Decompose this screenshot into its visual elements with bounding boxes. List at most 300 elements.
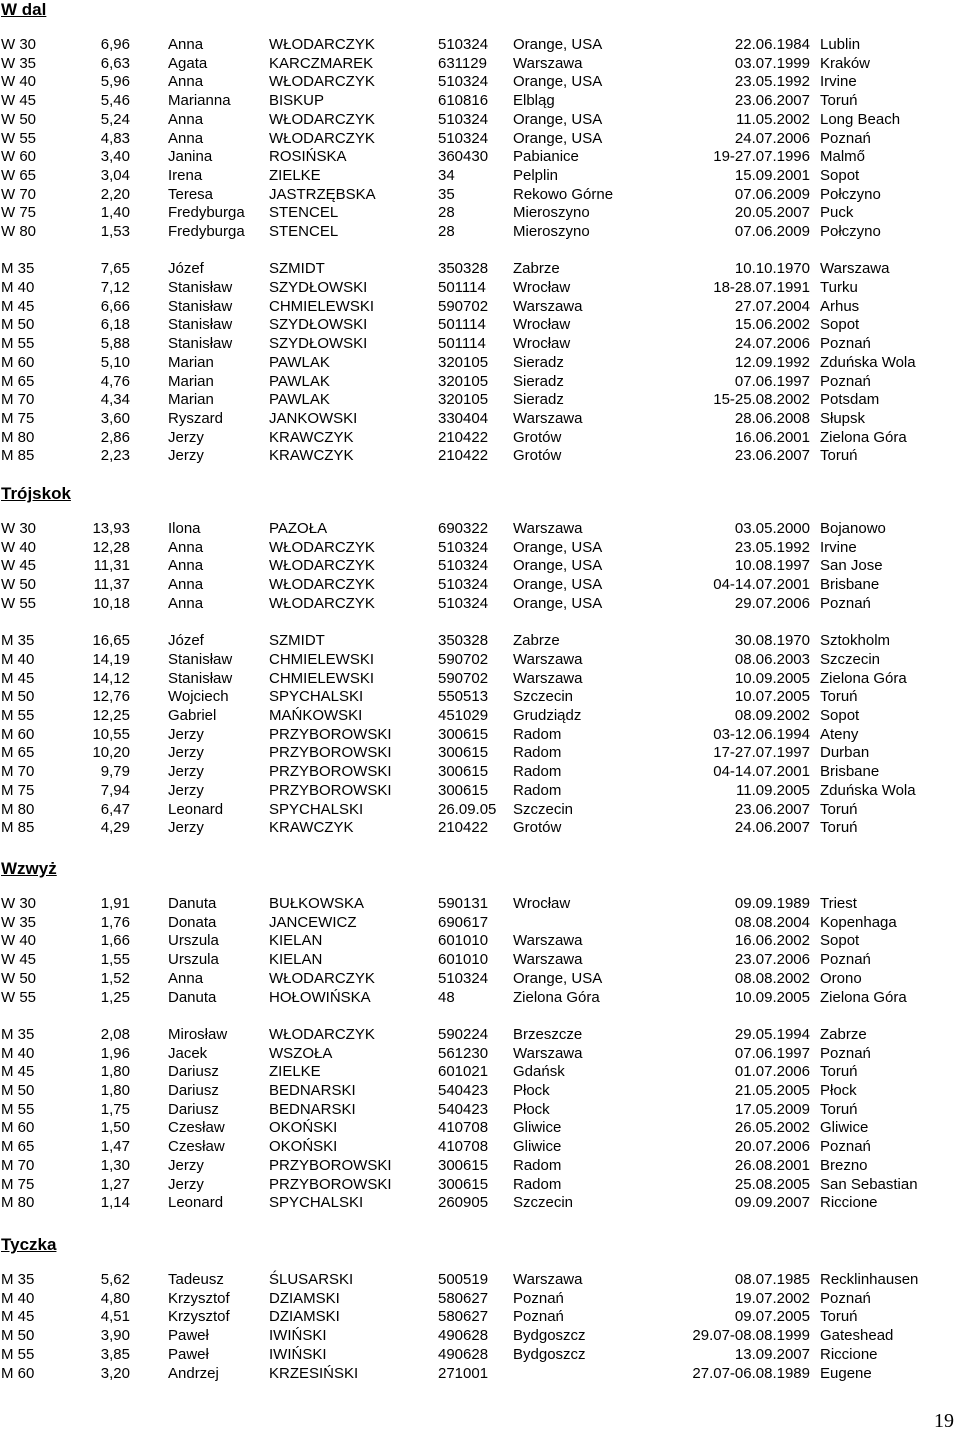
- cell-first-name: Janina: [168, 148, 213, 165]
- cell-result: 1,30: [100, 1157, 130, 1174]
- cell-birth: 550513: [438, 688, 489, 705]
- cell-club: Elbląg: [513, 92, 555, 109]
- cell-club: Warszawa: [513, 55, 583, 72]
- cell-last-name: KRAWCZYK: [269, 819, 354, 836]
- cell-first-name: Anna: [168, 557, 204, 574]
- cell-place: Lublin: [820, 36, 861, 53]
- cell-place: Durban: [820, 744, 870, 761]
- cell-club: Radom: [513, 744, 562, 761]
- cell-place: Sopot: [820, 707, 860, 724]
- cell-place: Sopot: [820, 316, 860, 333]
- cell-club: Radom: [513, 763, 562, 780]
- cell-last-name: DZIAMSKI: [269, 1308, 340, 1325]
- cell-last-name: WŁODARCZYK: [269, 970, 375, 987]
- cell-place: Sopot: [820, 167, 860, 184]
- record-row: [0, 1157, 960, 1175]
- cell-date: 23.05.1992: [734, 539, 810, 556]
- cell-birth: 320105: [438, 354, 489, 371]
- cell-last-name: CHMIELEWSKI: [269, 670, 375, 687]
- cell-last-name: KARCZMAREK: [269, 55, 374, 72]
- cell-first-name: Ryszard: [168, 410, 224, 427]
- cell-first-name: Józef: [168, 632, 204, 649]
- cell-club: Radom: [513, 1176, 562, 1193]
- cell-birth: 300615: [438, 744, 489, 761]
- record-row: [0, 932, 960, 950]
- cell-first-name: Anna: [168, 111, 204, 128]
- cell-first-name: Donata: [168, 914, 217, 931]
- cell-category: M 75: [1, 1176, 35, 1193]
- cell-category: W 30: [1, 36, 37, 53]
- cell-first-name: Jerzy: [168, 1157, 204, 1174]
- cell-result: 1,14: [100, 1194, 130, 1211]
- record-row: [0, 1138, 960, 1156]
- cell-club: Gdańsk: [513, 1063, 565, 1080]
- cell-result: 7,12: [100, 279, 130, 296]
- record-row: [0, 595, 960, 613]
- cell-result: 6,18: [100, 316, 130, 333]
- cell-last-name: BISKUP: [269, 92, 325, 109]
- cell-first-name: Irena: [168, 167, 203, 184]
- cell-place: Orono: [820, 970, 862, 987]
- cell-date: 10.08.1997: [734, 557, 810, 574]
- record-row: [0, 260, 960, 278]
- cell-date: 26.05.2002: [734, 1119, 810, 1136]
- cell-result: 10,55: [92, 726, 130, 743]
- cell-place: Puck: [820, 204, 854, 221]
- cell-club: Grotów: [513, 429, 562, 446]
- cell-first-name: Józef: [168, 260, 204, 277]
- cell-place: Poznań: [820, 130, 871, 147]
- cell-category: M 50: [1, 1082, 35, 1099]
- cell-club: Wrocław: [513, 279, 571, 296]
- cell-birth: 451029: [438, 707, 489, 724]
- cell-birth: 510324: [438, 130, 489, 147]
- cell-date: 25.08.2005: [734, 1176, 810, 1193]
- cell-last-name: SPYCHALSKI: [269, 1194, 364, 1211]
- cell-first-name: Ilona: [168, 520, 201, 537]
- cell-result: 1,80: [100, 1082, 130, 1099]
- record-row: [0, 36, 960, 54]
- cell-birth: 300615: [438, 782, 489, 799]
- cell-club: Orange, USA: [513, 595, 603, 612]
- cell-club: Radom: [513, 1157, 562, 1174]
- cell-first-name: Leonard: [168, 801, 224, 818]
- cell-club: Sieradz: [513, 391, 564, 408]
- cell-result: 1,47: [100, 1138, 130, 1155]
- cell-place: San Jose: [820, 557, 883, 574]
- cell-result: 5,46: [100, 92, 130, 109]
- cell-date: 16.06.2001: [734, 429, 810, 446]
- cell-birth: 610816: [438, 92, 489, 109]
- cell-date: 15.09.2001: [734, 167, 810, 184]
- cell-result: 13,93: [92, 520, 130, 537]
- cell-birth: 580627: [438, 1308, 489, 1325]
- cell-result: 7,94: [100, 782, 130, 799]
- cell-last-name: KRAWCZYK: [269, 429, 354, 446]
- cell-result: 3,40: [100, 148, 130, 165]
- cell-birth: 601010: [438, 932, 489, 949]
- cell-category: W 55: [1, 130, 37, 147]
- cell-last-name: WŁODARCZYK: [269, 73, 375, 90]
- cell-last-name: SZMIDT: [269, 632, 325, 649]
- cell-place: Malmő: [820, 148, 866, 165]
- cell-birth: 28: [438, 223, 455, 240]
- cell-birth: 510324: [438, 539, 489, 556]
- cell-result: 14,12: [92, 670, 130, 687]
- cell-date: 23.06.2007: [734, 801, 810, 818]
- cell-result: 1,50: [100, 1119, 130, 1136]
- record-row: [0, 1290, 960, 1308]
- cell-birth: 210422: [438, 429, 489, 446]
- cell-last-name: SPYCHALSKI: [269, 801, 364, 818]
- record-row: [0, 1194, 960, 1212]
- cell-result: 1,27: [100, 1176, 130, 1193]
- cell-first-name: Urszula: [168, 951, 219, 968]
- section-heading: Tyczka: [1, 1235, 57, 1254]
- cell-birth: 540423: [438, 1082, 489, 1099]
- cell-category: M 60: [1, 726, 35, 743]
- cell-last-name: WŁODARCZYK: [269, 539, 375, 556]
- cell-first-name: Marian: [168, 373, 214, 390]
- cell-category: W 35: [1, 55, 37, 72]
- record-row: [0, 148, 960, 166]
- cell-first-name: Jerzy: [168, 782, 204, 799]
- cell-last-name: DZIAMSKI: [269, 1290, 340, 1307]
- cell-result: 5,10: [100, 354, 130, 371]
- cell-place: Poznań: [820, 595, 871, 612]
- cell-place: Kopenhaga: [820, 914, 897, 931]
- cell-date: 29.05.1994: [734, 1026, 810, 1043]
- cell-club: Wrocław: [513, 335, 571, 352]
- cell-first-name: Dariusz: [168, 1082, 219, 1099]
- cell-date: 23.06.2007: [734, 447, 810, 464]
- cell-result: 1,66: [100, 932, 130, 949]
- cell-place: Arhus: [820, 298, 860, 315]
- section-heading: W dal: [1, 0, 47, 19]
- cell-category: W 35: [1, 914, 37, 931]
- cell-result: 4,29: [100, 819, 130, 836]
- cell-first-name: Stanisław: [168, 298, 233, 315]
- cell-result: 5,62: [100, 1271, 130, 1288]
- record-row: [0, 801, 960, 819]
- cell-last-name: PAWLAK: [269, 391, 330, 408]
- cell-club: Warszawa: [513, 951, 583, 968]
- cell-first-name: Danuta: [168, 989, 217, 1006]
- cell-category: M 55: [1, 1346, 35, 1363]
- cell-date: 10.09.2005: [734, 989, 810, 1006]
- cell-club: Wrocław: [513, 895, 571, 912]
- cell-club: Szczecin: [513, 1194, 574, 1211]
- cell-last-name: WŁODARCZYK: [269, 595, 375, 612]
- cell-place: Long Beach: [820, 111, 901, 128]
- cell-result: 4,34: [100, 391, 130, 408]
- record-row: [0, 1082, 960, 1100]
- cell-date: 12.09.1992: [734, 354, 810, 371]
- cell-date: 10.07.2005: [734, 688, 810, 705]
- cell-birth: 631129: [438, 55, 487, 72]
- cell-birth: 260905: [438, 1194, 489, 1211]
- cell-birth: 510324: [438, 111, 489, 128]
- cell-result: 14,19: [92, 651, 130, 668]
- cell-birth: 410708: [438, 1138, 489, 1155]
- record-row: [0, 223, 960, 241]
- cell-date: 29.07-08.08.1999: [692, 1327, 810, 1344]
- cell-result: 3,20: [100, 1365, 130, 1382]
- cell-last-name: ŚLUSARSKI: [269, 1271, 354, 1288]
- cell-last-name: PRZYBOROWSKI: [269, 1157, 392, 1174]
- cell-club: Bydgoszcz: [513, 1346, 586, 1363]
- cell-result: 5,96: [100, 73, 130, 90]
- record-row: [0, 1063, 960, 1081]
- cell-last-name: JANKOWSKI: [269, 410, 358, 427]
- cell-club: Wrocław: [513, 316, 571, 333]
- cell-club: Pelplin: [513, 167, 559, 184]
- cell-first-name: Jerzy: [168, 744, 204, 761]
- cell-place: Warszawa: [820, 260, 890, 277]
- cell-last-name: JASTRZĘBSKA: [269, 186, 376, 203]
- cell-result: 5,88: [100, 335, 130, 352]
- cell-club: Radom: [513, 726, 562, 743]
- cell-first-name: Stanisław: [168, 279, 233, 296]
- cell-date: 11.05.2002: [736, 111, 810, 128]
- cell-last-name: ZIELKE: [269, 1063, 321, 1080]
- cell-date: 08.09.2002: [734, 707, 810, 724]
- section-heading: Trójskok: [1, 484, 71, 503]
- cell-birth: 490628: [438, 1346, 489, 1363]
- record-row: [0, 576, 960, 594]
- cell-birth: 350328: [438, 632, 489, 649]
- cell-date: 24.06.2007: [734, 819, 810, 836]
- cell-first-name: Danuta: [168, 895, 217, 912]
- cell-category: M 75: [1, 410, 35, 427]
- cell-club: Sieradz: [513, 354, 564, 371]
- cell-first-name: Jerzy: [168, 1176, 204, 1193]
- cell-birth: 300615: [438, 1157, 489, 1174]
- cell-place: Poznań: [820, 951, 871, 968]
- record-row: [0, 92, 960, 110]
- cell-first-name: Czesław: [168, 1138, 225, 1155]
- cell-result: 1,75: [100, 1101, 130, 1118]
- cell-category: M 35: [1, 632, 35, 649]
- cell-last-name: OKOŃSKI: [269, 1138, 338, 1155]
- cell-place: Poznań: [820, 373, 871, 390]
- cell-date: 08.07.1985: [734, 1271, 810, 1288]
- cell-last-name: CHMIELEWSKI: [269, 298, 375, 315]
- cell-club: Szczecin: [513, 801, 574, 818]
- record-row: [0, 130, 960, 148]
- cell-first-name: Anna: [168, 73, 204, 90]
- cell-date: 29.07.2006: [734, 595, 810, 612]
- cell-result: 2,20: [100, 186, 130, 203]
- cell-place: Toruń: [820, 801, 858, 818]
- cell-result: 12,25: [92, 707, 130, 724]
- cell-place: Połczyno: [820, 186, 881, 203]
- cell-birth: 590702: [438, 298, 489, 315]
- cell-category: W 60: [1, 148, 37, 165]
- record-row: [0, 895, 960, 913]
- cell-category: M 70: [1, 391, 35, 408]
- cell-first-name: Wojciech: [168, 688, 229, 705]
- record-row: [0, 298, 960, 316]
- cell-date: 24.07.2006: [734, 130, 810, 147]
- cell-result: 1,53: [100, 223, 130, 240]
- cell-birth: 26.09.05: [438, 801, 497, 818]
- cell-first-name: Krzysztof: [168, 1308, 230, 1325]
- record-row: [0, 354, 960, 372]
- cell-date: 07.06.1997: [734, 1045, 810, 1062]
- cell-date: 13.09.2007: [734, 1346, 810, 1363]
- cell-place: Zielona Góra: [820, 670, 907, 687]
- cell-date: 07.06.2009: [734, 223, 810, 240]
- cell-category: M 60: [1, 1365, 35, 1382]
- cell-first-name: Anna: [168, 970, 204, 987]
- cell-category: M 85: [1, 447, 35, 464]
- cell-category: W 40: [1, 73, 37, 90]
- cell-category: W 40: [1, 932, 37, 949]
- cell-birth: 501114: [438, 335, 486, 352]
- cell-birth: 271001: [438, 1365, 489, 1382]
- cell-category: W 55: [1, 989, 37, 1006]
- cell-first-name: Stanisław: [168, 670, 233, 687]
- cell-club: Zielona Góra: [513, 989, 600, 1006]
- cell-last-name: PRZYBOROWSKI: [269, 744, 392, 761]
- cell-birth: 510324: [438, 73, 489, 90]
- cell-place: Toruń: [820, 1063, 858, 1080]
- cell-result: 3,04: [100, 167, 130, 184]
- cell-club: Warszawa: [513, 651, 583, 668]
- cell-first-name: Andrzej: [168, 1365, 219, 1382]
- cell-date: 17-27.07.1997: [713, 744, 810, 761]
- cell-first-name: Jerzy: [168, 763, 204, 780]
- cell-club: Warszawa: [513, 520, 583, 537]
- cell-last-name: IWIŃSKI: [269, 1327, 327, 1344]
- cell-birth: 561230: [438, 1045, 489, 1062]
- record-row: [0, 204, 960, 222]
- cell-category: W 45: [1, 92, 37, 109]
- cell-result: 6,63: [100, 55, 130, 72]
- cell-club: Grotów: [513, 447, 562, 464]
- cell-category: W 55: [1, 595, 37, 612]
- cell-last-name: PAZOŁA: [269, 520, 328, 537]
- cell-category: W 80: [1, 223, 37, 240]
- cell-category: M 80: [1, 801, 35, 818]
- cell-category: M 55: [1, 707, 35, 724]
- cell-result: 3,90: [100, 1327, 130, 1344]
- cell-category: W 50: [1, 111, 37, 128]
- cell-place: Poznań: [820, 335, 871, 352]
- cell-date: 20.07.2006: [734, 1138, 810, 1155]
- cell-club: Orange, USA: [513, 539, 603, 556]
- cell-last-name: HOŁOWIŃSKA: [269, 989, 371, 1006]
- cell-place: Toruń: [820, 819, 858, 836]
- cell-birth: 500519: [438, 1271, 489, 1288]
- cell-category: M 65: [1, 744, 35, 761]
- cell-place: Poznań: [820, 1290, 871, 1307]
- cell-club: Poznań: [513, 1308, 564, 1325]
- cell-birth: 410708: [438, 1119, 489, 1136]
- record-row: [0, 55, 960, 73]
- record-row: [0, 167, 960, 185]
- cell-last-name: MAŃKOWSKI: [269, 707, 363, 724]
- cell-first-name: Fredyburga: [168, 204, 245, 221]
- cell-last-name: PRZYBOROWSKI: [269, 726, 392, 743]
- cell-club: Orange, USA: [513, 73, 603, 90]
- cell-last-name: STENCEL: [269, 223, 339, 240]
- record-row: [0, 557, 960, 575]
- cell-result: 1,80: [100, 1063, 130, 1080]
- record-row: [0, 1308, 960, 1326]
- cell-birth: 601021: [438, 1063, 489, 1080]
- cell-birth: 590224: [438, 1026, 489, 1043]
- cell-date: 04-14.07.2001: [713, 576, 810, 593]
- cell-first-name: Mirosław: [168, 1026, 228, 1043]
- cell-last-name: PRZYBOROWSKI: [269, 763, 392, 780]
- cell-birth: 35: [438, 186, 455, 203]
- cell-place: Triest: [820, 895, 857, 912]
- cell-result: 3,60: [100, 410, 130, 427]
- cell-last-name: CHMIELEWSKI: [269, 651, 375, 668]
- record-row: [0, 391, 960, 409]
- record-row: [0, 744, 960, 762]
- cell-last-name: ZIELKE: [269, 167, 321, 184]
- cell-birth: 34: [438, 167, 455, 184]
- cell-date: 16.06.2002: [734, 932, 810, 949]
- cell-last-name: JANCEWICZ: [269, 914, 357, 931]
- cell-last-name: IWIŃSKI: [269, 1346, 327, 1363]
- cell-birth: 28: [438, 204, 455, 221]
- cell-birth: 330404: [438, 410, 489, 427]
- cell-date: 10.09.2005: [734, 670, 810, 687]
- cell-category: M 50: [1, 1327, 35, 1344]
- cell-category: M 40: [1, 279, 35, 296]
- cell-result: 9,79: [100, 763, 130, 780]
- cell-club: Gliwice: [513, 1138, 562, 1155]
- page-number: 19: [934, 1410, 954, 1432]
- cell-first-name: Dariusz: [168, 1101, 219, 1118]
- cell-result: 6,47: [100, 801, 130, 818]
- record-row: [0, 539, 960, 557]
- cell-last-name: SZYDŁOWSKI: [269, 335, 368, 352]
- record-row: [0, 763, 960, 781]
- cell-category: M 45: [1, 1063, 35, 1080]
- cell-first-name: Agata: [168, 55, 208, 72]
- cell-category: M 40: [1, 651, 35, 668]
- cell-club: Mieroszyno: [513, 223, 590, 240]
- cell-club: Warszawa: [513, 932, 583, 949]
- cell-date: 03.05.2000: [734, 520, 810, 537]
- cell-date: 18-28.07.1991: [713, 279, 810, 296]
- cell-last-name: KRAWCZYK: [269, 447, 354, 464]
- cell-first-name: Stanisław: [168, 651, 233, 668]
- cell-result: 2,86: [100, 429, 130, 446]
- cell-date: 09.09.1989: [734, 895, 810, 912]
- cell-place: Toruń: [820, 447, 858, 464]
- cell-category: M 35: [1, 1271, 35, 1288]
- cell-first-name: Stanisław: [168, 335, 233, 352]
- record-row: [0, 951, 960, 969]
- cell-place: Połczyno: [820, 223, 881, 240]
- cell-place: Brisbane: [820, 576, 880, 593]
- cell-place: Recklinhausen: [820, 1271, 919, 1288]
- cell-first-name: Stanisław: [168, 316, 233, 333]
- cell-place: Toruń: [820, 688, 858, 705]
- cell-first-name: Paweł: [168, 1327, 209, 1344]
- cell-result: 4,80: [100, 1290, 130, 1307]
- cell-category: W 75: [1, 204, 37, 221]
- record-row: [0, 670, 960, 688]
- cell-place: Brezno: [820, 1157, 868, 1174]
- cell-birth: 690617: [438, 914, 489, 931]
